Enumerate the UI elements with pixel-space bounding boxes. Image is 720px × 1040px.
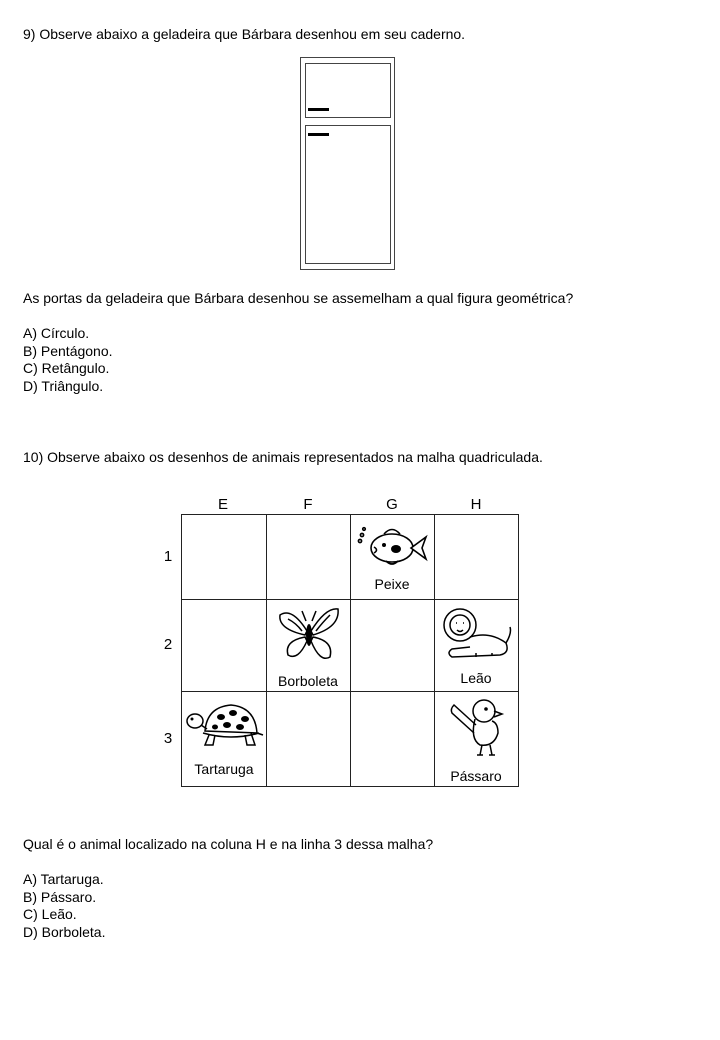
animal-grid xyxy=(181,514,519,787)
cell-label-passaro: Pássaro xyxy=(450,768,502,784)
cell-label-borboleta: Borboleta xyxy=(278,673,338,689)
row-header-2: 2 xyxy=(163,636,173,653)
turtle-drawing xyxy=(185,701,265,753)
grid-line xyxy=(266,515,267,786)
lion-drawing xyxy=(440,603,514,663)
grid-line xyxy=(350,515,351,786)
grid-line xyxy=(182,691,518,692)
q9-option-a: A) Círculo. xyxy=(23,325,90,341)
question-9-title: 9) Observe abaixo a geladeira que Bárbara desenhou em seu caderno. xyxy=(23,26,466,42)
column-header-e: E xyxy=(217,496,228,513)
question-9-prompt: As portas da geladeira que Bárbara desenhou se assemelham a qual figura geométrica? xyxy=(23,290,574,306)
row-header-3: 3 xyxy=(163,730,173,747)
q9-option-b: B) Pentágono. xyxy=(23,343,113,359)
q10-option-d: D) Borboleta. xyxy=(23,924,106,940)
cell-label-peixe: Peixe xyxy=(374,576,410,592)
q10-option-a: A) Tartaruga. xyxy=(23,871,104,887)
grid-line xyxy=(182,599,518,600)
question-10-title: 10) Observe abaixo os desenhos de animais representados na malha quadriculada. xyxy=(23,449,543,465)
fridge-bottom-door xyxy=(305,125,391,264)
fridge-drawing xyxy=(300,57,395,270)
butterfly-drawing xyxy=(276,603,342,665)
fridge-bottom-handle xyxy=(308,133,329,136)
q9-option-c: C) Retângulo. xyxy=(23,360,110,376)
cell-label-leao: Leão xyxy=(460,670,492,686)
fridge-top-handle xyxy=(308,108,329,111)
q10-option-b: B) Pássaro. xyxy=(23,889,97,905)
column-header-f: F xyxy=(303,496,313,513)
cell-label-tartaruga: Tartaruga xyxy=(194,761,254,777)
question-10-prompt: Qual é o animal localizado na coluna H e na linha 3 dessa malha? xyxy=(23,836,434,852)
grid-line xyxy=(434,515,435,786)
column-header-g: G xyxy=(386,496,398,513)
fish-drawing xyxy=(354,521,430,571)
q10-option-c: C) Leão. xyxy=(23,906,77,922)
row-header-1: 1 xyxy=(163,548,173,565)
bird-drawing xyxy=(444,693,506,757)
q9-option-d: D) Triângulo. xyxy=(23,378,104,394)
column-header-h: H xyxy=(470,496,482,513)
